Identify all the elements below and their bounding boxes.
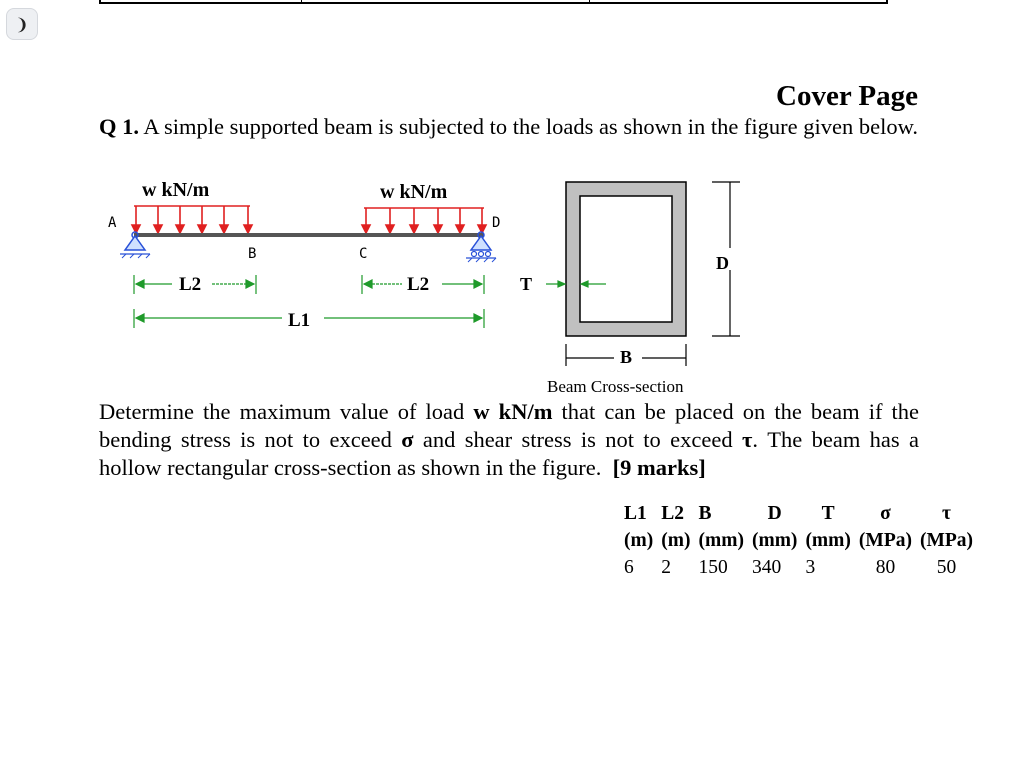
point-b-label: B [248, 246, 257, 262]
top-rule [99, 0, 888, 4]
section-t-label: T [520, 274, 533, 294]
unit-cell: (MPa) [919, 530, 974, 551]
question-number: Q 1. [99, 114, 140, 139]
question-body: A simple supported beam is subjected to the loads as shown in the figure given below. [139, 114, 919, 139]
parameters-header-row [620, 500, 977, 527]
header-cell: L1 [624, 503, 647, 524]
desc-marks: [9 marks] [612, 455, 706, 480]
hollow-rect-section [566, 182, 686, 336]
beam [134, 233, 484, 237]
point-d-label: D [492, 215, 501, 231]
section-d-label: D [716, 253, 729, 273]
header-cell: L2 [661, 503, 684, 524]
dimension-l2-right-label: L2 [407, 274, 430, 295]
value-cell: 2 [661, 557, 671, 578]
side-collapse-icon[interactable]: ❩ [6, 8, 38, 40]
unit-cell: (mm) [698, 530, 744, 551]
desc-part3: and shear stress is not to exceed [413, 427, 742, 452]
value-cell: 50 [936, 557, 957, 578]
header-cell: τ [942, 503, 952, 524]
dimension-l2-left-label: L2 [179, 274, 202, 295]
desc-part2: that can be placed on the beam if the bending stress is not to exceed [99, 399, 920, 452]
header-cell: T [821, 503, 835, 524]
point-a-label: A [108, 215, 117, 231]
unit-cell: (mm) [805, 530, 851, 551]
section-caption: Beam Cross-section [547, 377, 684, 396]
unit-cell: (mm) [751, 530, 798, 551]
header-cell: σ [880, 503, 891, 524]
header-cell: D [767, 503, 782, 524]
unit-cell: (MPa) [858, 530, 912, 551]
value-cell: 340 [751, 557, 782, 578]
desc-tau: τ [741, 427, 753, 452]
problem-description [99, 398, 919, 482]
dimension-l1-label: L1 [288, 310, 311, 331]
distributed-load-right [362, 208, 486, 233]
header-cell: B [698, 503, 712, 524]
load-label-left: w kN/m [142, 179, 210, 201]
value-cell: 3 [805, 557, 816, 578]
desc-part4: . The beam has a hollow rectangular cross-section as shown in the figure. [99, 427, 919, 480]
section-b-label: B [620, 347, 633, 367]
value-cell: 150 [698, 557, 728, 578]
distributed-load-left [132, 206, 252, 233]
value-cell: 6 [624, 557, 634, 578]
desc-part1: Determine the maximum value of load [99, 399, 474, 424]
unit-cell: (m) [624, 530, 654, 551]
beam-figure [100, 170, 740, 400]
page-title: Cover Page [776, 80, 918, 112]
parameters-units-row [620, 527, 977, 554]
parameters-values-row [620, 554, 977, 581]
parameters-table [620, 500, 977, 581]
value-cell: 80 [875, 557, 896, 578]
load-label-right: w kN/m [380, 181, 448, 203]
unit-cell: (m) [661, 530, 691, 551]
question-text [99, 113, 919, 141]
desc-sigma: σ [401, 427, 414, 452]
point-c-label: C [359, 246, 368, 262]
desc-load: w kN/m [473, 399, 553, 424]
